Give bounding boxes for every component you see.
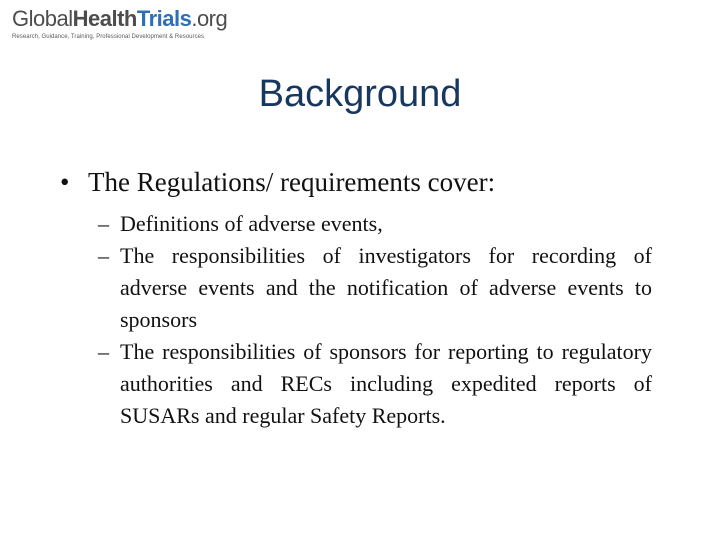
main-bullet (60, 162, 652, 202)
logo-part-trials: Trials (136, 6, 192, 31)
dash-icon: – (98, 339, 109, 364)
bullet-icon: • (60, 167, 70, 197)
logo-part-global: Global (12, 6, 73, 31)
dash-icon: – (98, 211, 109, 236)
slide-content (60, 162, 652, 432)
main-bullet-text: The Regulations/ requirements cover: (88, 167, 496, 197)
sub-bullet-text: Definitions of adverse events, (120, 211, 383, 236)
logo-wordmark (12, 6, 252, 32)
sub-bullet-investigators (98, 240, 652, 336)
logo-part-org: .org (191, 6, 228, 31)
logo-part-health: Health (72, 6, 137, 31)
dash-icon: – (98, 243, 109, 268)
globalhealthtrials-logo (12, 6, 252, 44)
sub-bullet-list (60, 208, 652, 432)
sub-bullet-text: The responsibilities of investigators for recording of adverse events and the notification of adverse events to sponsors (120, 243, 652, 332)
slide-title: Background (258, 73, 462, 115)
sub-bullet-text: The responsibilities of sponsors for reporting to regulatory authorities and RECs including expedited reports of SUSARs and regular Safety Reports. (120, 339, 652, 428)
logo-tagline: Research, Guidance, Training, Professional Development & Resources (12, 34, 205, 40)
sub-bullet-definitions (98, 208, 652, 240)
sub-bullet-sponsors (98, 336, 652, 432)
